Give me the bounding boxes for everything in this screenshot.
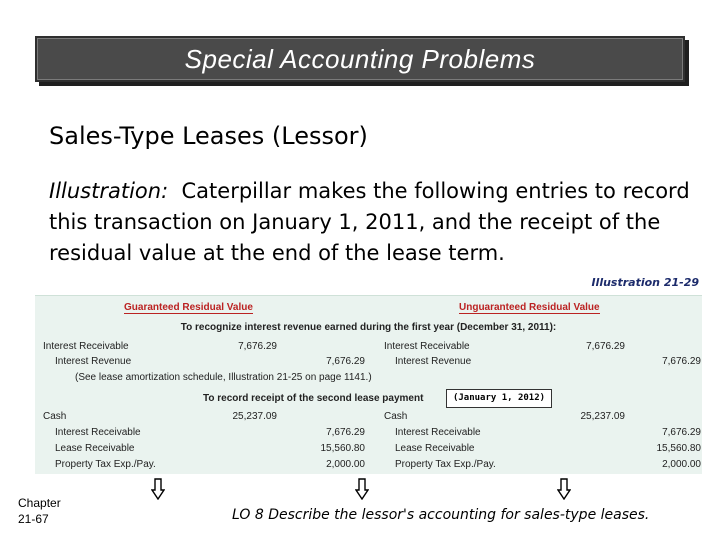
entry-account: Property Tax Exp./Pay.: [395, 459, 496, 470]
section1-title: To recognize interest revenue earned during the first year (December 31, 2011):: [180, 322, 557, 333]
guaranteed-header: Guaranteed Residual Value: [124, 302, 253, 313]
entry-credit: 2,000.00: [326, 459, 365, 470]
chapter-word: Chapter: [18, 496, 61, 510]
slide-subtitle: Sales-Type Leases (Lessor): [49, 122, 368, 150]
section1-note: (See lease amortization schedule, Illustration 21-25 on page 1141.): [75, 372, 372, 383]
entry-credit: 15,560.80: [656, 443, 701, 454]
entry-credit: 7,676.29: [662, 427, 701, 438]
entry-credit: 7,676.29: [326, 356, 365, 367]
entry-account: Cash: [384, 411, 408, 422]
entry-debit: 25,237.09: [232, 411, 277, 422]
section2-date-box: (January 1, 2012): [446, 389, 552, 408]
journal-entries-panel: [35, 295, 702, 474]
entry-credit: 7,676.29: [662, 356, 701, 367]
entry-account: Interest Receivable: [55, 427, 141, 438]
down-arrow-icon: [151, 478, 165, 500]
section2-title: To record receipt of the second lease payment: [203, 393, 424, 404]
entry-credit: 15,560.80: [320, 443, 365, 454]
illustration-reference: Illustration 21-29: [591, 276, 699, 289]
illustration-lead: Illustration:: [49, 179, 169, 203]
chapter-page: 21-67: [18, 512, 49, 526]
entry-debit: 7,676.29: [586, 341, 625, 352]
entry-account: Interest Revenue: [55, 356, 132, 367]
slide-title: Special Accounting Problems: [184, 44, 536, 74]
slide-title-bar: [35, 36, 685, 82]
entry-account: Property Tax Exp./Pay.: [55, 459, 156, 470]
entry-account: Interest Revenue: [395, 356, 472, 367]
down-arrow-icon: [557, 478, 571, 500]
entry-account: Cash: [43, 411, 67, 422]
entry-account: Interest Receivable: [43, 341, 129, 352]
entry-debit: 25,237.09: [580, 411, 625, 422]
unguaranteed-header: Unguaranteed Residual Value: [459, 302, 600, 313]
entry-credit: 7,676.29: [326, 427, 365, 438]
entry-account: Interest Receivable: [395, 427, 481, 438]
illustration-paragraph: [49, 176, 699, 269]
entry-debit: 7,676.29: [238, 341, 277, 352]
learning-objective: LO 8 Describe the lessor's accounting for sales-type leases.: [232, 507, 650, 523]
entry-credit: 2,000.00: [662, 459, 701, 470]
chapter-label: [18, 495, 61, 527]
down-arrow-icon: [355, 478, 369, 500]
entry-account: Lease Receivable: [55, 443, 135, 454]
illustration-text: Caterpillar makes the following entries to record this transaction on January 1, 2011, and the receipt of the residual value at the end of the lease term.: [49, 179, 690, 265]
entry-account: Interest Receivable: [384, 341, 470, 352]
entry-account: Lease Receivable: [395, 443, 475, 454]
